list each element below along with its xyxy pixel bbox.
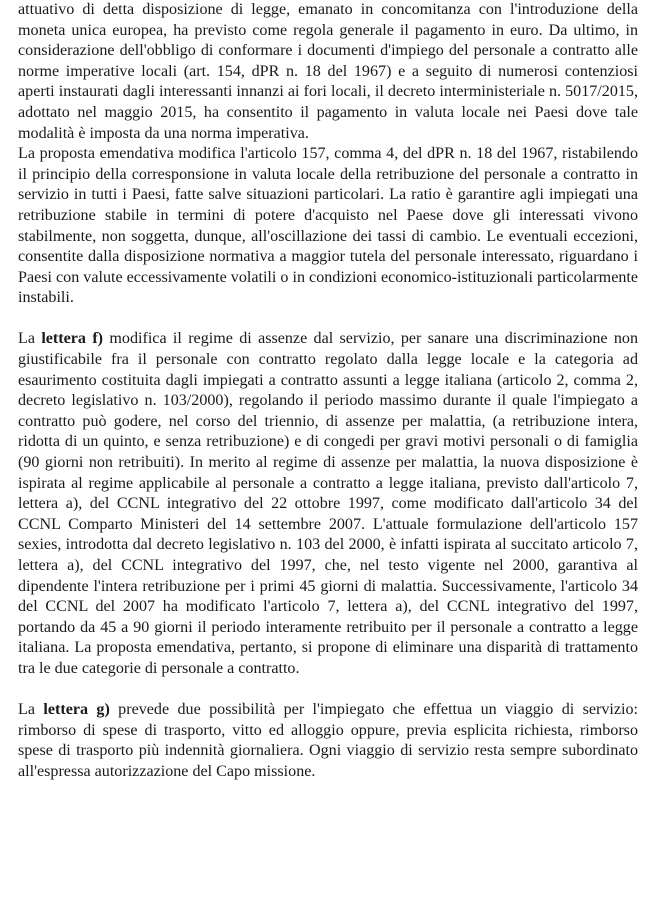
lettera-f-label: lettera f) [41,330,104,348]
lettera-f-prefix: La [18,330,42,348]
lettera-g-prefix: La [18,701,44,718]
paragraph-payment-currency: attuativo di detta disposizione di legge, emanato in concomitanza con l'introduzione della moneta unica europea, ha previsto come regola generale il pagamento in euro. Da ultimo, in considerazione dell'obbligo di conformare i documenti d'impiego del personale a contratto alle norme imperative locali (art. 154, dPR n. 18 del 1967) e a seguito di numerosi contenziosi aperti instaurati dagli interessanti innanzi ai fori locali, il decreto interministeriale n. 5017/2015, adottato nel maggio 2015, ha consentito il pagamento in valuta locale nei Paesi dove tale modalità è imposta da una norma imperativa. [18,1,638,142]
lettera-f-text: modifica il regime di assenze dal servizio, per sanare una discriminazione non giustificabile fra il personale con contratto regolato dalla legge locale e la categoria ad esaurimento costituita dagli impiegati a contratto assunti a legge italiana (articolo 2, comma 2, decreto legislativo n. 103/2000), regolando il periodo massimo durante il quale l'impiegato a contratto può godere, nel corso del triennio, di assenze per malattia, (a retribuzione intera, ridotta di un quinto, e senza retribuzione) e di congedi per gravi motivi personali o di famiglia (90 giorni non retribuiti). In merito al regime di assenze per malattia, la nuova disposizione è ispirata al regime applicabile al personale a contratto a legge italiana, previsto dall'articolo 7, lettera a), del CCNL integrativo del 22 ottobre 1997, come modificato dall'articolo 34 del CCNL Comparto Ministeri del 14 settembre 2007. L'attuale formulazione dell'articolo 157 sexies, introdotta dal decreto legislativo n. 103 del 2000, è infatti ispirata al succitato articolo 7, lettera a), del CCNL integrativo del 1997, che, nel testo vigente nel 2000, garantiva al dipendente l'intera retribuzione per i primi 45 giorni di malattia. Successivamente, l'articolo 34 del CCNL del 2007 ha modificato l'articolo 7, lettera a), del CCNL integrativo del 1997, portando da 45 a 90 giorni il periodo interamente retribuito per il personale a contratto a legge italiana. La proposta emendativa, pertanto, si propone di eliminare una disparità di trattamento tra le due categorie di personale a contratto. [18,330,638,677]
paragraph-amendment-article-157: La proposta emendativa modifica l'articolo 157, comma 4, del dPR n. 18 del 1967, ristabilendo il principio della corresponsione in valuta locale della retribuzione del personale a contratto in servizio in tutti i Paesi, fatte salve situazioni particolari. La ratio è garantire agli impiegati una retribuzione stabile in termini di potere d'acquisto nel Paese dove gli interessati vivono stabilmente, non soggetta, dunque, all'oscillazione dei tassi di cambio. Le eventuali eccezioni, consentite dalla disposizione normativa a maggior tutela del personale interessato, riguardano i Paesi con valute eccessivamente volatili o in condizioni economico-istituzionali particolarmente instabili. [18,145,638,307]
paragraph-lettera-f [18,329,638,679]
document-page [18,0,638,782]
lettera-g-text: prevede due possibilità per l'impiegato che effettua un viaggio di servizio: rimborso di spese di trasporto, vitto ed alloggio oppure, previa esplicita richiesta, rimborso spese di trasporto più indennità giornaliera. Ogni viaggio di servizio resta sempre subordinato all'espressa autorizzazione del Capo missione. [18,701,638,780]
paragraph-lettera-g [18,700,638,782]
lettera-g-label: lettera g) [43,701,110,718]
paragraph-spacer [18,309,638,330]
paragraph-spacer [18,680,638,701]
